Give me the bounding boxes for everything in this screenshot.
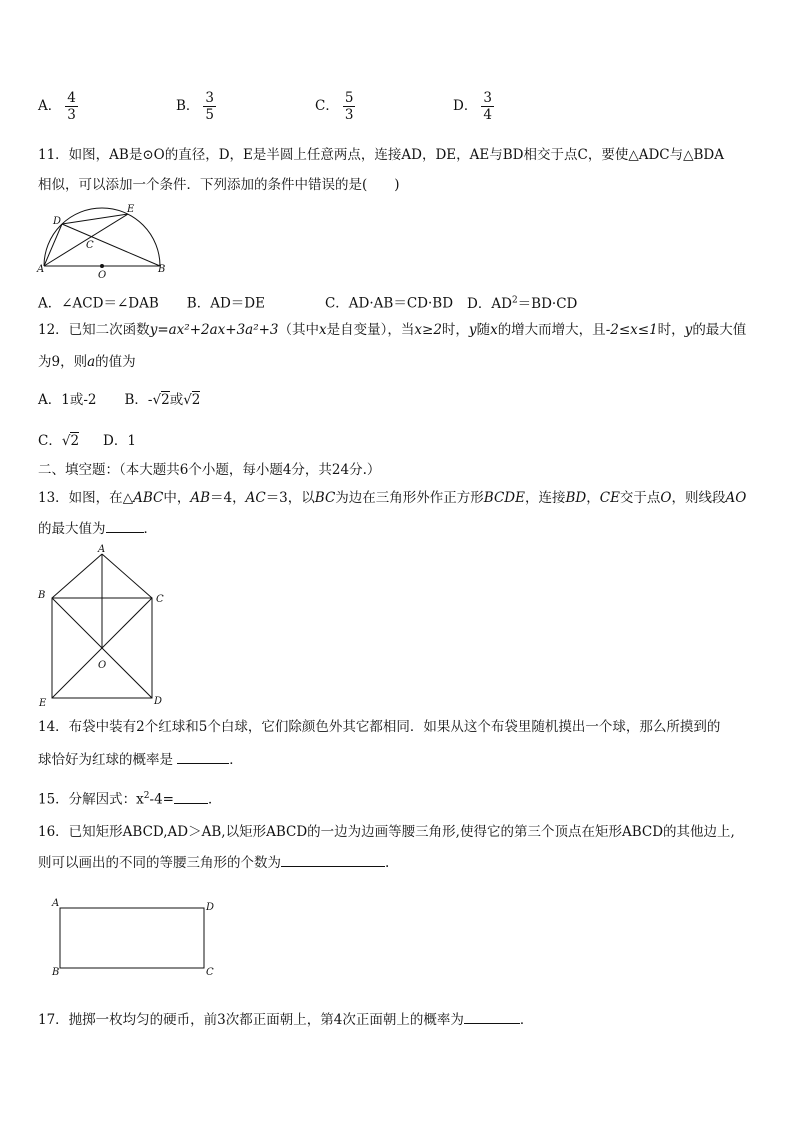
label-c: C xyxy=(86,240,94,251)
answer-blank[interactable] xyxy=(281,852,385,867)
q11-semicircle-figure xyxy=(36,200,172,280)
q16-line1: 16．已知矩形ABCD,AD＞AB,以矩形ABCD的一边为边画等腰三角形,使得它的第三个顶点在矩形ABCD的其他边上, xyxy=(38,824,735,840)
sqrt-symbol: √2 xyxy=(61,433,80,449)
answer-blank[interactable] xyxy=(464,1009,520,1024)
numerator: 3 xyxy=(483,90,492,106)
answer-blank[interactable] xyxy=(177,749,229,764)
label-d: D xyxy=(53,216,62,227)
answer-blank[interactable] xyxy=(174,789,208,804)
label-c: C xyxy=(156,594,164,605)
q11-options xyxy=(38,290,577,314)
q17-line: 17．抛掷一枚均匀的硬币，前3次都正面朝上，第4次正面朝上的概率为 ． xyxy=(38,1009,533,1030)
section-heading: 二、填空题：（本大题共6个小题，每小题4分，共24分.） xyxy=(38,462,381,478)
denominator: 4 xyxy=(483,107,492,123)
q13-line2: 的最大值为 ． xyxy=(38,518,157,539)
label-a: A xyxy=(37,264,45,275)
q10-option-d xyxy=(453,90,494,123)
q12-options-ab xyxy=(38,390,200,410)
segment-de xyxy=(62,214,128,224)
q10-option-b xyxy=(176,90,216,123)
numerator: 3 xyxy=(205,90,215,106)
segment-ac xyxy=(102,554,152,598)
fraction xyxy=(343,90,356,123)
option-b: B．-√2或√2 xyxy=(124,392,201,408)
segment-ad xyxy=(44,224,62,266)
q12-line1: 12．已知二次函数y=ax²+2ax+3a²+3（其中x是自变量），当x≥2时，y随x的增大而增大，且-2≤x≤1时，y的最大值 xyxy=(38,322,747,338)
segment-bd xyxy=(62,224,160,266)
label-o: O xyxy=(98,660,107,671)
label-d: D xyxy=(206,902,215,913)
center-point-o xyxy=(100,264,104,268)
option-d: D．$AD^2=BD\cdot CD$ xyxy=(467,295,578,312)
label-o: O xyxy=(98,270,107,280)
option-label: C． xyxy=(315,98,339,114)
q10-option-c xyxy=(315,90,355,123)
q12-line2: 为9，则a的值为 xyxy=(38,354,136,370)
q10-option-a xyxy=(38,90,78,123)
option-label: D． xyxy=(453,98,478,114)
fraction xyxy=(203,90,216,123)
option-label: B． xyxy=(176,98,200,114)
rectangle-abcd xyxy=(60,908,204,968)
denominator: 3 xyxy=(67,107,76,123)
q13-square-figure xyxy=(36,540,172,710)
sqrt-symbol: √2 xyxy=(152,392,170,408)
answer-blank[interactable] xyxy=(106,518,144,533)
option-a: A．∠ACD＝∠DAB xyxy=(38,295,159,312)
q16-line2: 则可以画出的不同的等腰三角形的个数为 . xyxy=(38,852,389,873)
sqrt-symbol: √2 xyxy=(183,392,201,408)
option-label: A． xyxy=(38,98,62,114)
denominator: 3 xyxy=(344,107,354,123)
label-b: B xyxy=(52,967,60,978)
label-a: A xyxy=(98,544,106,555)
numerator: 4 xyxy=(67,90,76,106)
label-b: B xyxy=(38,590,46,601)
option-d: D．1 xyxy=(103,433,136,449)
q12-options-cd xyxy=(38,431,136,451)
label-d: D xyxy=(154,696,163,707)
denominator: 5 xyxy=(205,107,215,123)
label-a: A xyxy=(52,898,60,909)
fraction xyxy=(481,90,494,123)
q11-line2: 相似，可以添加一个条件．下列添加的条件中错误的是( ) xyxy=(38,177,400,193)
numerator: 5 xyxy=(344,90,354,106)
q16-rectangle-figure xyxy=(46,896,226,980)
option-c: C．√2 xyxy=(38,433,80,449)
q14-line1: 14．布袋中装有2个红球和5个白球，它们除颜色外其它都相同．如果从这个布袋里随机摸出一个球，那么所摸到的 xyxy=(38,719,721,735)
q14-line2: 球恰好为红球的概率是 ． xyxy=(38,749,243,770)
semicircle-arc xyxy=(44,208,160,266)
segment-ab xyxy=(52,554,102,598)
label-e: E xyxy=(39,698,47,709)
option-c: C．AD·AB＝CD·BD xyxy=(324,295,454,312)
q13-line1: 13．如图，在△ABC中，AB＝4，AC＝3，以BC为边在三角形外作正方形BCDE，连接BD，CE交于点O，则线段AO xyxy=(38,490,747,506)
label-c: C xyxy=(206,967,214,978)
label-e: E xyxy=(127,204,135,215)
fraction xyxy=(65,90,78,123)
option-a: A．1或-2 xyxy=(38,392,97,408)
option-b: B．AD＝DE xyxy=(186,295,265,312)
q15-line: 15．分解因式：$x^2-4=$ ． xyxy=(38,786,222,810)
q11-line1: 11．如图，AB是⊙O的直径，D，E是半圆上任意两点，连接AD，DE，AE与BD相交于点C，要使△ADC与△BDA xyxy=(38,147,724,163)
label-b: B xyxy=(158,264,166,275)
